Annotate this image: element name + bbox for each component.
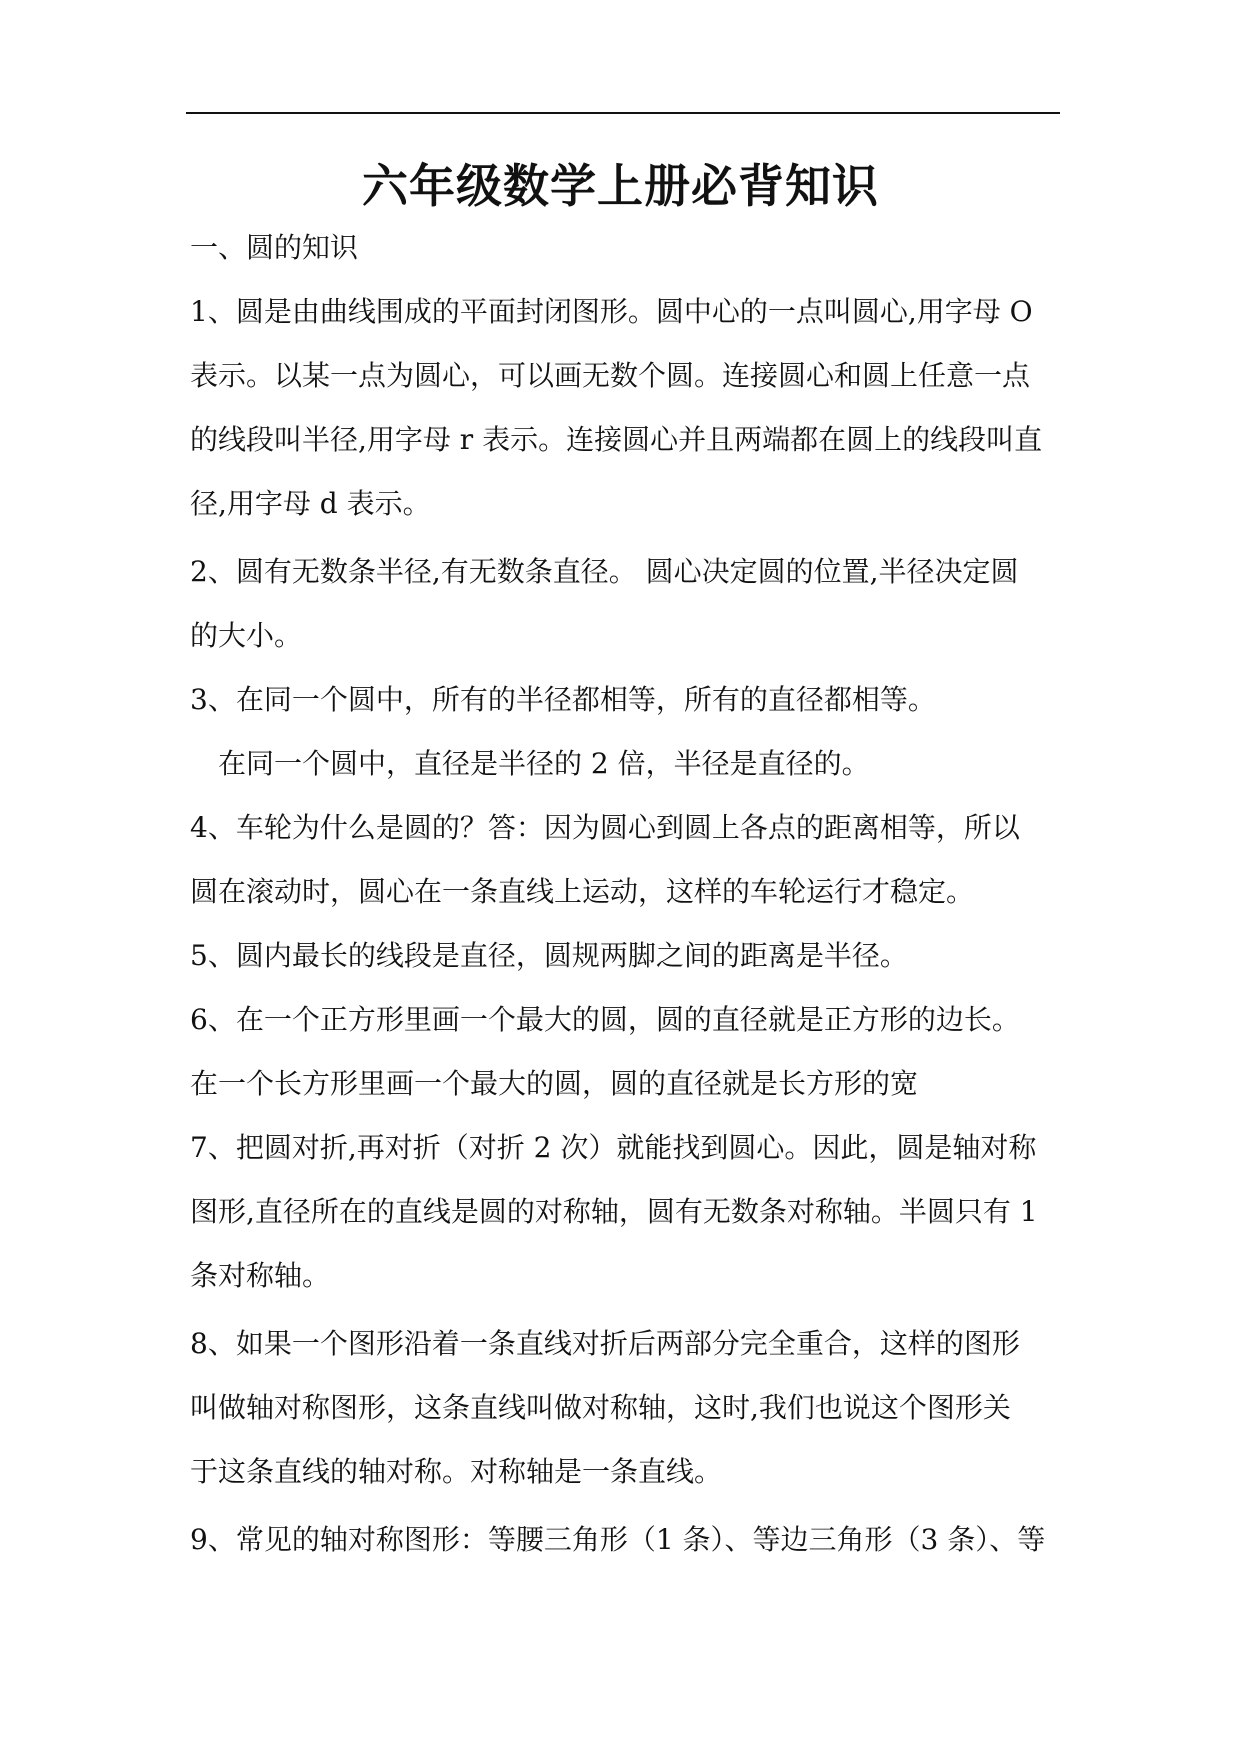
text-line: 6、在一个正方形里画一个最大的圆，圆的直径就是正方形的边长。 [190,1003,1020,1036]
text-line: 条对称轴。 [190,1259,331,1292]
text-line: 在同一个圆中，直径是半径的 2 倍，半径是直径的。 [218,747,870,780]
text-line: 圆在滚动时，圆心在一条直线上运动，这样的车轮运行才稳定。 [190,875,975,908]
text-line: 的线段叫半径,用字母 r 表示。连接圆心并且两端都在圆上的线段叫直 [190,423,1043,456]
text-line: 的大小。 [190,619,303,652]
text-line: 3、在同一个圆中，所有的半径都相等，所有的直径都相等。 [190,683,936,716]
text-line: 2、圆有无数条半径,有无数条直径。 圆心决定圆的位置,半径决定圆 [190,555,1019,588]
text-line: 图形,直径所在的直线是圆的对称轴，圆有无数条对称轴。半圆只有 1 [190,1195,1038,1228]
header-rule [186,112,1060,114]
page-title: 六年级数学上册必背知识 [362,159,879,213]
text-line: 1、圆是由曲线围成的平面封闭图形。圆中心的一点叫圆心,用字母 O [190,295,1033,328]
text-line: 9、常见的轴对称图形：等腰三角形（1 条）、等边三角形（3 条）、等 [190,1523,1046,1556]
text-line: 径,用字母 d 表示。 [190,487,431,520]
text-line: 8、如果一个图形沿着一条直线对折后两部分完全重合，这样的图形 [190,1327,1020,1360]
text-line: 表示。以某一点为圆心，可以画无数个圆。连接圆心和圆上任意一点 [190,359,1031,392]
section-heading: 一、圆的知识 [190,231,359,264]
text-line: 在一个长方形里画一个最大的圆，圆的直径就是长方形的宽 [190,1067,919,1100]
text-line: 叫做轴对称图形，这条直线叫做对称轴，这时,我们也说这个图形关 [190,1391,1011,1424]
text-line: 4、车轮为什么是圆的？答：因为圆心到圆上各点的距离相等，所以 [190,811,1020,844]
text-line: 7、把圆对折,再对折（对折 2 次）就能找到圆心。因此，圆是轴对称 [190,1131,1037,1164]
text-line: 5、圆内最长的线段是直径，圆规两脚之间的距离是半径。 [190,939,908,972]
text-line: 于这条直线的轴对称。对称轴是一条直线。 [190,1455,723,1488]
